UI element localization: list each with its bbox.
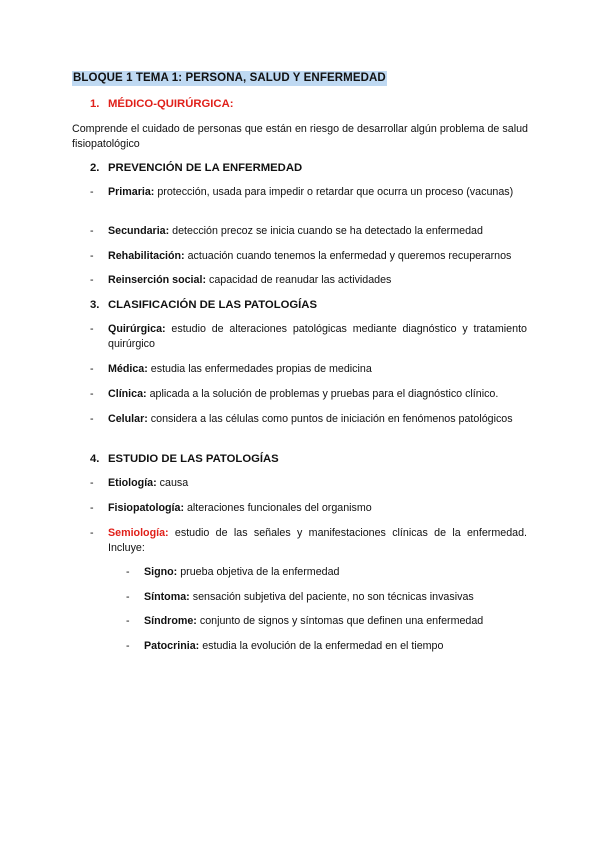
item-text: estudia las enfermedades propias de medicina: [150, 363, 372, 375]
list-item: [90, 224, 527, 239]
item-term: Síndrome:: [144, 615, 197, 627]
bullet-dash: -: [90, 323, 94, 335]
item-text: protección, usada para impedir o retardar que ocurra un proceso (vacunas): [157, 186, 514, 198]
item-text: detección precoz se inicia cuando se ha detectado la enfermedad: [172, 225, 483, 237]
bullet-dash: -: [90, 502, 94, 514]
section-2-heading: [90, 161, 302, 176]
sub-list-item: [126, 590, 526, 605]
bullet-dash: -: [90, 274, 94, 286]
sub-list-item: [126, 639, 526, 654]
item-term: Clínica:: [108, 388, 147, 400]
bullet-dash: -: [126, 615, 130, 627]
item-term: Etiología:: [108, 477, 157, 489]
item-term: Semiología:: [108, 527, 169, 539]
item-term: Signo:: [144, 566, 178, 578]
item-text: sensación subjetiva del paciente, no son técnicas invasivas: [192, 591, 474, 603]
section-4-heading: [90, 452, 279, 467]
bullet-dash: -: [90, 527, 94, 539]
item-text: causa: [159, 477, 189, 489]
list-item: [90, 476, 527, 491]
list-item: [90, 273, 527, 288]
item-term: Reinserción social:: [108, 274, 207, 286]
bullet-dash: -: [126, 591, 130, 603]
bullet-dash: -: [90, 363, 94, 375]
section-1-heading: [90, 97, 234, 112]
sub-list-item: [126, 614, 526, 629]
list-item: [90, 362, 527, 377]
item-text: estudio de las señales y manifestaciones clínicas de la enfermedad. Incluye:: [108, 527, 527, 554]
section-1-title: MÉDICO-QUIRÚRGICA:: [108, 98, 234, 110]
item-term: Rehabilitación:: [108, 250, 185, 262]
item-text: prueba objetiva de la enfermedad: [180, 566, 340, 578]
item-text: alteraciones funcionales del organismo: [186, 502, 372, 514]
item-term: Celular:: [108, 413, 148, 425]
list-item: [90, 412, 527, 427]
section-2-title: PREVENCIÓN DE LA ENFERMEDAD: [108, 162, 303, 174]
sub-list-item: [126, 565, 526, 580]
list-item: [90, 322, 527, 352]
section-1-paragraph: Comprende el cuidado de personas que están en riesgo de desarrollar algún problema de salud fisiopatológico: [72, 123, 528, 150]
bullet-dash: -: [90, 250, 94, 262]
item-text: conjunto de signos y síntomas que definen una enfermedad: [199, 615, 484, 627]
item-term: Primaria:: [108, 186, 155, 198]
item-term: Secundaria:: [108, 225, 170, 237]
list-item: [90, 526, 527, 556]
item-term: Fisiopatología:: [108, 502, 184, 514]
bullet-dash: -: [90, 225, 94, 237]
item-text: estudia la evolución de la enfermedad en el tiempo: [202, 640, 444, 652]
section-3-number: 3.: [90, 299, 100, 311]
item-term: Médica:: [108, 363, 148, 375]
item-term: Patocrinia:: [144, 640, 200, 652]
bullet-dash: -: [90, 413, 94, 425]
section-2-number: 2.: [90, 162, 100, 174]
list-item: [90, 387, 527, 402]
list-item: [90, 249, 527, 264]
item-text: capacidad de reanudar las actividades: [209, 274, 392, 286]
section-4-number: 4.: [90, 453, 100, 465]
bullet-dash: -: [90, 477, 94, 489]
item-text: estudio de alteraciones patológicas mediante diagnóstico y tratamiento quirúrgico: [108, 323, 527, 350]
section-3-heading: [90, 298, 317, 313]
list-item: [90, 501, 527, 516]
bullet-dash: -: [90, 388, 94, 400]
bullet-dash: -: [126, 640, 130, 652]
item-term: Síntoma:: [144, 591, 190, 603]
list-item: [90, 185, 527, 200]
bullet-dash: -: [126, 566, 130, 578]
bullet-dash: -: [90, 186, 94, 198]
section-1-number: 1.: [90, 98, 100, 110]
item-term: Quirúrgica:: [108, 323, 166, 335]
item-text: aplicada a la solución de problemas y pruebas para el diagnóstico clínico.: [149, 388, 499, 400]
item-text: considera a las células como puntos de iniciación en fenómenos patológicos: [150, 413, 513, 425]
item-text: actuación cuando tenemos la enfermedad y queremos recuperarnos: [187, 250, 512, 262]
section-4-title: ESTUDIO DE LAS PATOLOGÍAS: [108, 453, 279, 465]
document-title: BLOQUE 1 TEMA 1: PERSONA, SALUD Y ENFERMEDAD: [73, 72, 386, 84]
section-3-title: CLASIFICACIÓN DE LAS PATOLOGÍAS: [108, 299, 317, 311]
